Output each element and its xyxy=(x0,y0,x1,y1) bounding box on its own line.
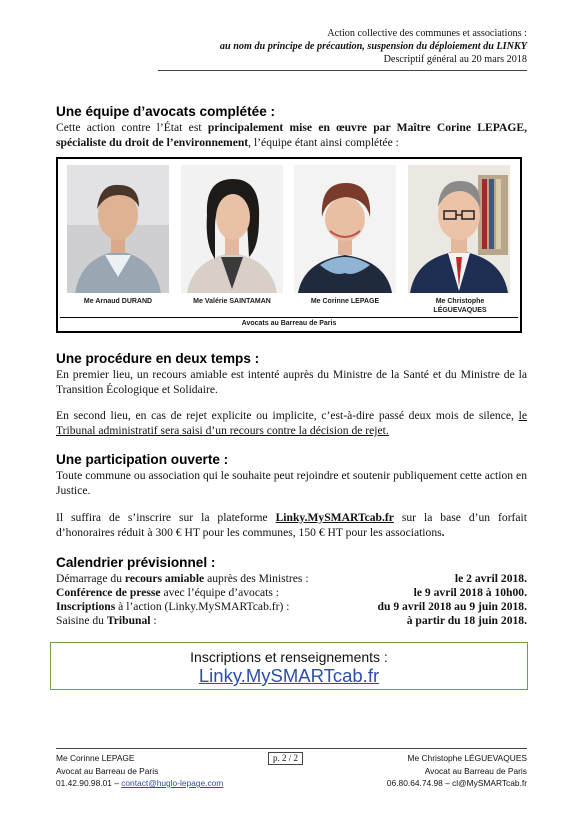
procedure-paragraph-2 xyxy=(56,408,527,438)
calendar-row xyxy=(56,586,527,600)
participation-p2-c: . xyxy=(441,526,445,539)
footer-left xyxy=(56,752,223,790)
calendar-row-date: à partir du 18 juin 2018. xyxy=(406,614,527,627)
footer-left-phone: 01.42.90.98.01 – xyxy=(56,778,122,788)
calendar-row-c: à l’action (Linky.MySMARTcab.fr) : xyxy=(115,600,290,613)
participation-p2-a: Il suffira de s’inscrire sur la plateforme xyxy=(56,511,276,524)
lawyer-caption: Me Arnaud DURAND xyxy=(83,298,153,305)
procedure-paragraph-1: En premier lieu, un recours amiable est intenté auprès du Ministre de la Santé et du Ministre de la Transition Écologique et Solidaire. xyxy=(56,368,527,396)
section-title-team: Une équipe d’avocats complétée : xyxy=(56,104,276,119)
lawyer-photo-durand xyxy=(67,165,169,293)
calendar-row-b: recours amiable xyxy=(124,572,205,585)
team-intro-b: principalement mise en œuvre par Maître Corine LEPAGE, spécialiste du droit de l’environnement xyxy=(56,121,527,149)
team-intro-c: , l’équipe étant ainsi complétée : xyxy=(248,136,399,149)
page-number: p. 2 / 2 xyxy=(268,752,303,765)
footer-right xyxy=(387,752,527,790)
panel-divider xyxy=(60,317,518,318)
lawyer-photo-saintaman xyxy=(181,165,283,293)
calendar-row-c: avec l’équipe d’avocats : xyxy=(160,586,280,599)
calendar-row xyxy=(56,600,527,614)
footer-email-link[interactable]: contact@huglo-lepage.com xyxy=(121,778,224,788)
section-title-procedure: Une procédure en deux temps : xyxy=(56,351,260,366)
procedure-p2-a: En second lieu, en cas de rejet explicite ou implicite, c’est-à-dire passé deux mois de silence, xyxy=(56,409,519,422)
platform-link[interactable]: Linky.MySMARTcab.fr xyxy=(275,511,394,524)
calendar-row xyxy=(56,572,527,586)
header-divider xyxy=(158,70,527,71)
team-intro-a: Cette action contre l’État est xyxy=(56,121,208,134)
calendar-row-a: Démarrage du xyxy=(56,572,125,585)
section-title-participation: Une participation ouverte : xyxy=(56,452,229,467)
footer-left-name: Me Corinne LEPAGE xyxy=(56,753,135,763)
info-box-title: Inscriptions et renseignements : xyxy=(190,649,388,665)
registration-info-box xyxy=(50,642,528,690)
lawyers-photo-panel xyxy=(56,157,522,333)
calendar-row-b: Conférence de presse xyxy=(56,586,161,599)
header-line-2: au nom du principe de précaution, suspension du déploiement du LINKY xyxy=(219,41,527,52)
lawyer-caption: Me Christophe LÉGUEVAQUES xyxy=(433,298,487,314)
lawyer-photo-leguevaques xyxy=(408,165,510,293)
header-line-3: Descriptif général au 20 mars 2018 xyxy=(383,54,527,65)
panel-footer-text: Avocats au Barreau de Paris xyxy=(241,320,337,327)
footer-left-bar: Avocat au Barreau de Paris xyxy=(56,765,159,776)
participation-p2-b: sur la base d’un forfait d’honoraires réduit à 300 € HT pour les communes, 150 € HT pour les associations xyxy=(56,511,527,539)
procedure-p2-b: le Tribunal administratif sera saisi d’un recours contre la décision de rejet. xyxy=(56,409,527,437)
lawyer-photo-lepage xyxy=(294,165,396,293)
calendar-row-date: le 2 avril 2018. xyxy=(454,572,527,585)
footer-divider xyxy=(56,748,527,749)
calendar-row-date: du 9 avril 2018 au 9 juin 2018. xyxy=(377,600,527,613)
participation-paragraph-2 xyxy=(56,510,527,540)
calendar-row-c: : xyxy=(150,614,157,627)
team-intro xyxy=(56,120,527,150)
calendar-row-a: Saisine du xyxy=(56,614,107,627)
footer-right-name: Me Christophe LÉGUEVAQUES xyxy=(407,753,527,763)
calendar-row-c: auprès des Ministres : xyxy=(204,572,309,585)
info-box-link[interactable]: Linky.MySMARTcab.fr xyxy=(198,665,380,686)
document-header xyxy=(60,27,527,66)
header-line-1: Action collective des communes et associations : xyxy=(327,28,527,39)
lawyer-caption: Me Corinne LEPAGE xyxy=(310,298,380,305)
calendar-row-b: Inscriptions xyxy=(56,600,116,613)
calendar-row xyxy=(56,614,527,628)
calendar-row-date: le 9 avril 2018 à 10h00. xyxy=(413,586,527,599)
section-title-calendar: Calendrier prévisionnel : xyxy=(56,555,216,570)
lawyer-caption: Me Valérie SAINTAMAN xyxy=(193,298,271,305)
footer-left-contact xyxy=(56,777,223,790)
calendar-row-b: Tribunal xyxy=(106,614,151,627)
footer-right-contact: 06.80.64.74.98 – cl@MySMARTcab.fr xyxy=(386,778,527,788)
participation-paragraph-1: Toute commune ou association qui le souhaite peut rejoindre et soutenir publiquement cette action en Justice. xyxy=(56,469,527,497)
footer-right-bar: Avocat au Barreau de Paris xyxy=(424,765,527,776)
